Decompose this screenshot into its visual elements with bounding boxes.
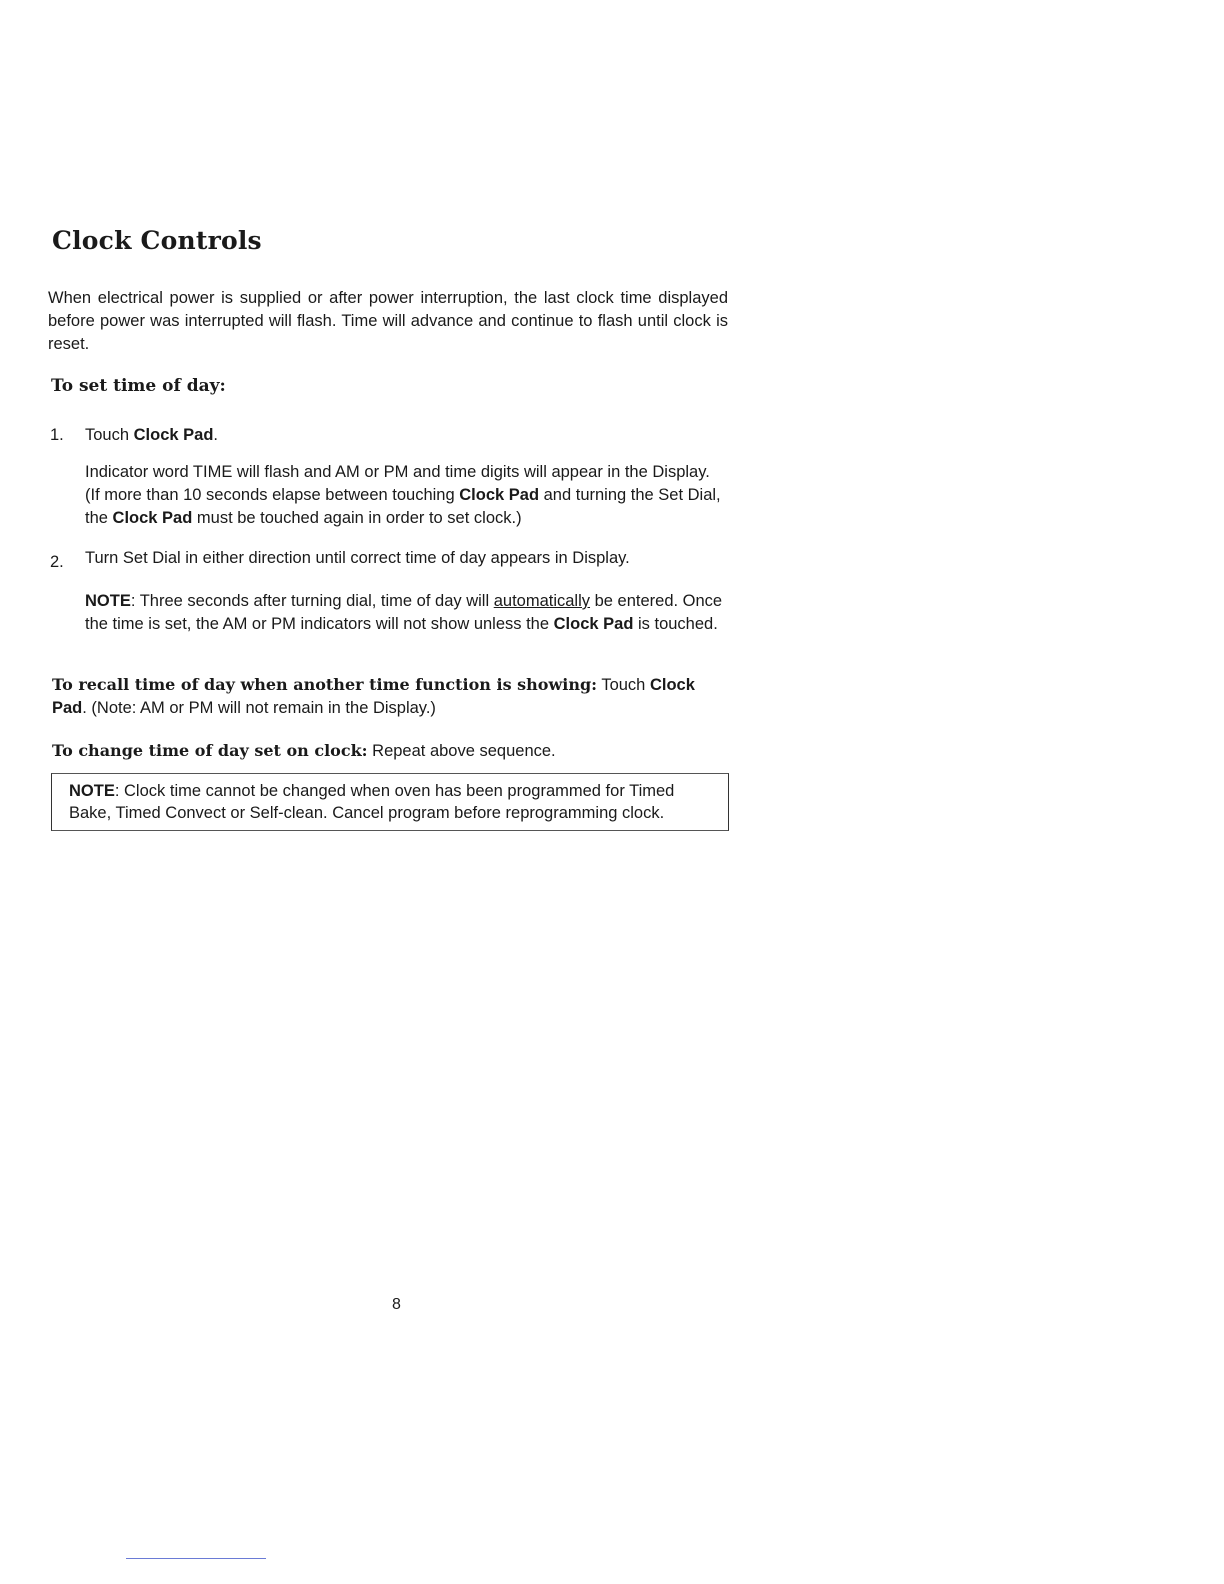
page-title: Clock Controls	[52, 226, 262, 255]
boxed-note-text	[69, 780, 719, 824]
recall-text-b: . (Note: AM or PM will not remain in the Display.)	[82, 699, 436, 717]
step-1-detail-part-c: must be touched again in order to set clock.)	[192, 509, 522, 527]
step-1-detail-clock-pad-a: Clock Pad	[459, 486, 540, 504]
step-2-instruction: Turn Set Dial in either direction until correct time of day appears in Display.	[85, 549, 630, 567]
step-1-detail-line1: Indicator word TIME will flash and AM or PM and time digits will appear in the Display.	[85, 463, 710, 481]
step-2-note-part-c: is touched.	[633, 615, 718, 633]
step-1-detail-part-a: (If more than 10 seconds elapse between touching	[85, 486, 460, 504]
boxed-note-body: : Clock time cannot be changed when oven has been programmed for Timed Bake, Timed Convect or Self-clean. Cancel program before reprogramming clock.	[69, 782, 675, 822]
step-2-note-label: NOTE	[85, 592, 131, 610]
step-2-note-part-a: : Three seconds after turning dial, time of day will	[130, 592, 494, 610]
step-1-detail-clock-pad-b: Clock Pad	[112, 509, 193, 527]
step-2-note-clock-pad: Clock Pad	[553, 615, 634, 633]
recall-text-a: Touch	[597, 676, 650, 694]
step-1-clock-pad: Clock Pad	[133, 426, 214, 444]
recall-clock-pad: Clock Pad	[52, 676, 695, 717]
recall-paragraph	[52, 673, 732, 720]
set-time-heading: To set time of day:	[51, 376, 226, 396]
step-1-number: 1.	[50, 426, 64, 444]
step-1-period: .	[213, 426, 218, 444]
step-2-note	[85, 590, 730, 636]
page-number: 8	[392, 1296, 401, 1313]
step-1-text: Touch	[85, 426, 134, 444]
change-lead: To change time of day set on clock:	[52, 741, 368, 760]
boxed-note-label: NOTE	[69, 782, 115, 800]
step-2-note-underlined: automatically	[493, 592, 591, 610]
change-text: Repeat above sequence.	[367, 742, 556, 760]
step-2-number: 2.	[50, 553, 64, 571]
step-2-note-part-b: be entered. Once the time is set, the AM or PM indicators will not show unless the	[85, 592, 723, 633]
change-paragraph	[52, 739, 732, 763]
footer-rule	[126, 1558, 266, 1559]
intro-paragraph: When electrical power is supplied or after power interruption, the last clock time displayed before power was interrupted will flash. Time will advance and continue to flash until clock is reset.	[48, 289, 728, 353]
step-1-detail-part-b: and turning the Set Dial, the	[85, 486, 721, 527]
step-1-instruction	[85, 424, 218, 447]
boxed-note	[51, 773, 729, 831]
step-1-detail	[85, 461, 730, 530]
recall-lead: To recall time of day when another time function is showing:	[52, 675, 598, 694]
